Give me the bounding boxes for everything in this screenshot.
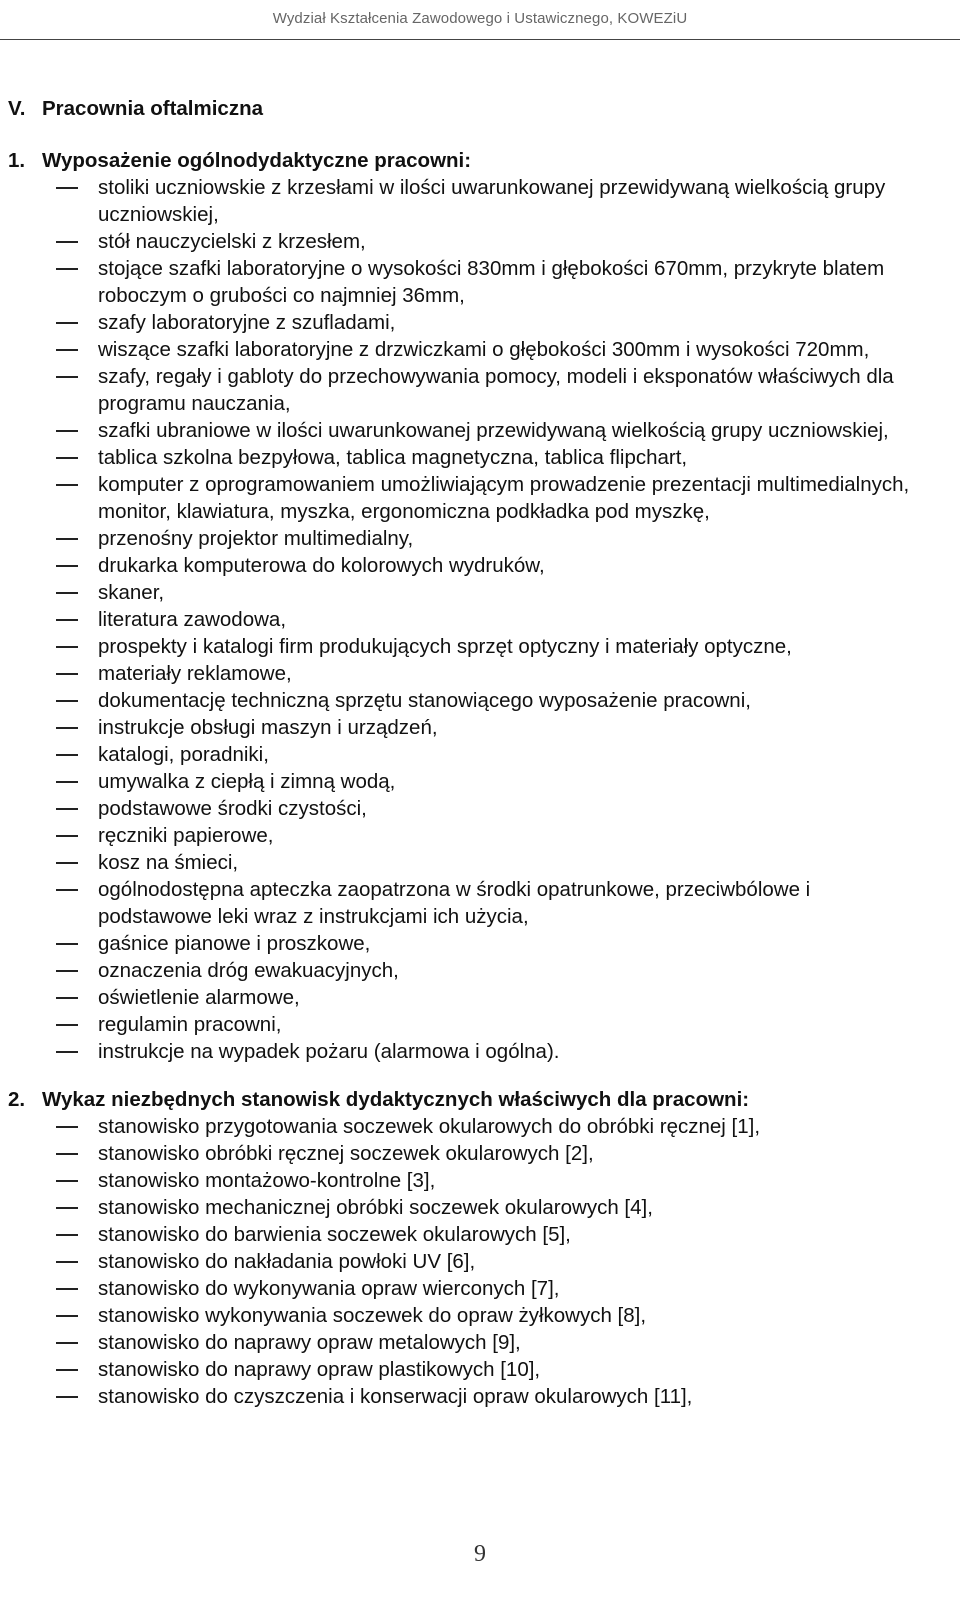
dash-bullet-icon (56, 1024, 78, 1026)
list-item-text: ręczniki papierowe, (98, 824, 274, 847)
list-item-text: dokumentację techniczną sprzętu stanowiącego wyposażenie pracowni, (98, 689, 751, 712)
dash-bullet-icon (56, 1234, 78, 1236)
list-item-text: skaner, (98, 581, 165, 604)
list-item (8, 336, 948, 363)
chapter-title (8, 95, 948, 122)
list-item (8, 1329, 948, 1356)
list-item (8, 444, 948, 471)
list-item-text: ogólnodostępna apteczka zaopatrzona w środki opatrunkowe, przeciwbólowe i podstawowe leki wraz z instrukcjami ich użycia, (98, 878, 811, 928)
dash-bullet-icon (56, 1369, 78, 1371)
dash-bullet-icon (56, 349, 78, 351)
list-item-text: stanowisko do naprawy opraw metalowych [9], (98, 1331, 521, 1354)
dash-bullet-icon (56, 565, 78, 567)
list-item (8, 714, 948, 741)
list-item-text: regulamin pracowni, (98, 1013, 282, 1036)
list-item (8, 579, 948, 606)
dash-bullet-icon (56, 1180, 78, 1182)
list-item (8, 1140, 948, 1167)
list-item-text: oznaczenia dróg ewakuacyjnych, (98, 959, 399, 982)
list-item-text: wiszące szafki laboratoryjne z drzwiczkami o głębokości 300mm i wysokości 720mm, (98, 338, 870, 361)
dash-bullet-icon (56, 1051, 78, 1053)
chapter-number: V. (8, 97, 26, 120)
list-item-text: prospekty i katalogi firm produkujących sprzęt optyczny i materiały optyczne, (98, 635, 792, 658)
dash-bullet-icon (56, 592, 78, 594)
list-item-text: stanowisko do nakładania powłoki UV [6], (98, 1250, 476, 1273)
list-item-text: literatura zawodowa, (98, 608, 287, 631)
list-item (8, 1383, 948, 1410)
list-item (8, 525, 948, 552)
list-item-text: stanowisko do barwienia soczewek okularowych [5], (98, 1223, 571, 1246)
page-header (0, 0, 960, 40)
list-item-text: szafy, regały i gabloty do przechowywania pomocy, modeli i eksponatów właściwych dla programu nauczania, (98, 365, 894, 415)
list-item-text: umywalka z ciepłą i zimną wodą, (98, 770, 396, 793)
list-item-text: stół nauczycielski z krzesłem, (98, 230, 366, 253)
dash-bullet-icon (56, 1153, 78, 1155)
list-item-text: szafki ubraniowe w ilości uwarunkowanej przewidywaną wielkością grupy uczniowskiej, (98, 419, 889, 442)
dash-bullet-icon (56, 484, 78, 486)
section-2 (8, 1086, 948, 1410)
dash-bullet-icon (56, 727, 78, 729)
list-item (8, 1275, 948, 1302)
dash-bullet-icon (56, 835, 78, 837)
document-body (8, 95, 948, 1410)
list-item (8, 1356, 948, 1383)
dash-bullet-icon (56, 754, 78, 756)
dash-bullet-icon (56, 970, 78, 972)
list-item (8, 984, 948, 1011)
dash-bullet-icon (56, 187, 78, 189)
dash-bullet-icon (56, 538, 78, 540)
list-item (8, 768, 948, 795)
dash-bullet-icon (56, 241, 78, 243)
list-item-text: stanowisko wykonywania soczewek do opraw żyłkowych [8], (98, 1304, 647, 1327)
list-item-text: podstawowe środki czystości, (98, 797, 367, 820)
dash-bullet-icon (56, 808, 78, 810)
list-item-text: stanowisko do wykonywania opraw wierconych [7], (98, 1277, 560, 1300)
dash-bullet-icon (56, 781, 78, 783)
list-item-text: tablica szkolna bezpyłowa, tablica magnetyczna, tablica flipchart, (98, 446, 688, 469)
dash-bullet-icon (56, 268, 78, 270)
list-item (8, 1038, 948, 1065)
section-2-list (8, 1113, 948, 1410)
list-item (8, 1302, 948, 1329)
list-item-text: stanowisko do czyszczenia i konserwacji opraw okularowych [11], (98, 1385, 693, 1408)
list-item (8, 687, 948, 714)
list-item (8, 1221, 948, 1248)
section-1-title (8, 147, 948, 174)
list-item (8, 822, 948, 849)
list-item (8, 606, 948, 633)
list-item-text: instrukcje obsługi maszyn i urządzeń, (98, 716, 438, 739)
dash-bullet-icon (56, 619, 78, 621)
section-2-number: 2. (8, 1088, 26, 1111)
section-1 (8, 147, 948, 1065)
header-text: Wydział Kształcenia Zawodowego i Ustawicznego, KOWEZiU (272, 10, 688, 27)
list-item-text: stanowisko obróbki ręcznej soczewek okularowych [2], (98, 1142, 594, 1165)
list-item-text: stoliki uczniowskie z krzesłami w ilości uwarunkowanej przewidywaną wielkością grupy uczniowskiej, (98, 176, 886, 226)
list-item-text: stanowisko przygotowania soczewek okularowych do obróbki ręcznej [1], (98, 1115, 761, 1138)
dash-bullet-icon (56, 1315, 78, 1317)
list-item (8, 1248, 948, 1275)
dash-bullet-icon (56, 889, 78, 891)
list-item (8, 1011, 948, 1038)
list-item (8, 552, 948, 579)
dash-bullet-icon (56, 1126, 78, 1128)
list-item (8, 1113, 948, 1140)
list-item (8, 255, 948, 309)
dash-bullet-icon (56, 862, 78, 864)
dash-bullet-icon (56, 1342, 78, 1344)
dash-bullet-icon (56, 997, 78, 999)
section-1-title-text: Wyposażenie ogólnodydaktyczne pracowni: (42, 149, 472, 172)
dash-bullet-icon (56, 1261, 78, 1263)
list-item (8, 795, 948, 822)
list-item-text: komputer z oprogramowaniem umożliwiającym prowadzenie prezentacji multimedialnych, monitor, klawiatura, myszka, ergonomiczna podkładka pod myszkę, (98, 473, 910, 523)
page-number: 9 (474, 1541, 486, 1567)
list-item-text: instrukcje na wypadek pożaru (alarmowa i ogólna). (98, 1040, 560, 1063)
list-item (8, 1167, 948, 1194)
chapter-title-text: Pracownia oftalmiczna (42, 97, 264, 120)
list-item (8, 417, 948, 444)
list-item (8, 174, 948, 228)
section-1-list (8, 174, 948, 1065)
section-2-title (8, 1086, 948, 1113)
list-item-text: drukarka komputerowa do kolorowych wydruków, (98, 554, 545, 577)
list-item-text: materiały reklamowe, (98, 662, 292, 685)
list-item (8, 849, 948, 876)
list-item-text: kosz na śmieci, (98, 851, 239, 874)
dash-bullet-icon (56, 457, 78, 459)
dash-bullet-icon (56, 700, 78, 702)
list-item-text: stojące szafki laboratoryjne o wysokości 830mm i głębokości 670mm, przykryte blatem roboczym o grubości co najmniej 36mm, (98, 257, 885, 307)
list-item-text: gaśnice pianowe i proszkowe, (98, 932, 371, 955)
list-item (8, 633, 948, 660)
list-item (8, 471, 948, 525)
list-item (8, 1194, 948, 1221)
section-2-title-text: Wykaz niezbędnych stanowisk dydaktycznych właściwych dla pracowni: (42, 1088, 750, 1111)
list-item (8, 660, 948, 687)
section-1-number: 1. (8, 149, 26, 172)
list-item-text: stanowisko montażowo-kontrolne [3], (98, 1169, 436, 1192)
dash-bullet-icon (56, 943, 78, 945)
dash-bullet-icon (56, 322, 78, 324)
dash-bullet-icon (56, 673, 78, 675)
list-item (8, 957, 948, 984)
list-item-text: szafy laboratoryjne z szufladami, (98, 311, 396, 334)
list-item (8, 309, 948, 336)
dash-bullet-icon (56, 646, 78, 648)
list-item-text: przenośny projektor multimedialny, (98, 527, 414, 550)
list-item (8, 363, 948, 417)
list-item (8, 876, 948, 930)
dash-bullet-icon (56, 430, 78, 432)
dash-bullet-icon (56, 1396, 78, 1398)
dash-bullet-icon (56, 1207, 78, 1209)
list-item-text: oświetlenie alarmowe, (98, 986, 300, 1009)
dash-bullet-icon (56, 376, 78, 378)
list-item (8, 930, 948, 957)
list-item-text: katalogi, poradniki, (98, 743, 269, 766)
list-item (8, 741, 948, 768)
list-item-text: stanowisko do naprawy opraw plastikowych [10], (98, 1358, 541, 1381)
list-item-text: stanowisko mechanicznej obróbki soczewek okularowych [4], (98, 1196, 653, 1219)
list-item (8, 228, 948, 255)
dash-bullet-icon (56, 1288, 78, 1290)
